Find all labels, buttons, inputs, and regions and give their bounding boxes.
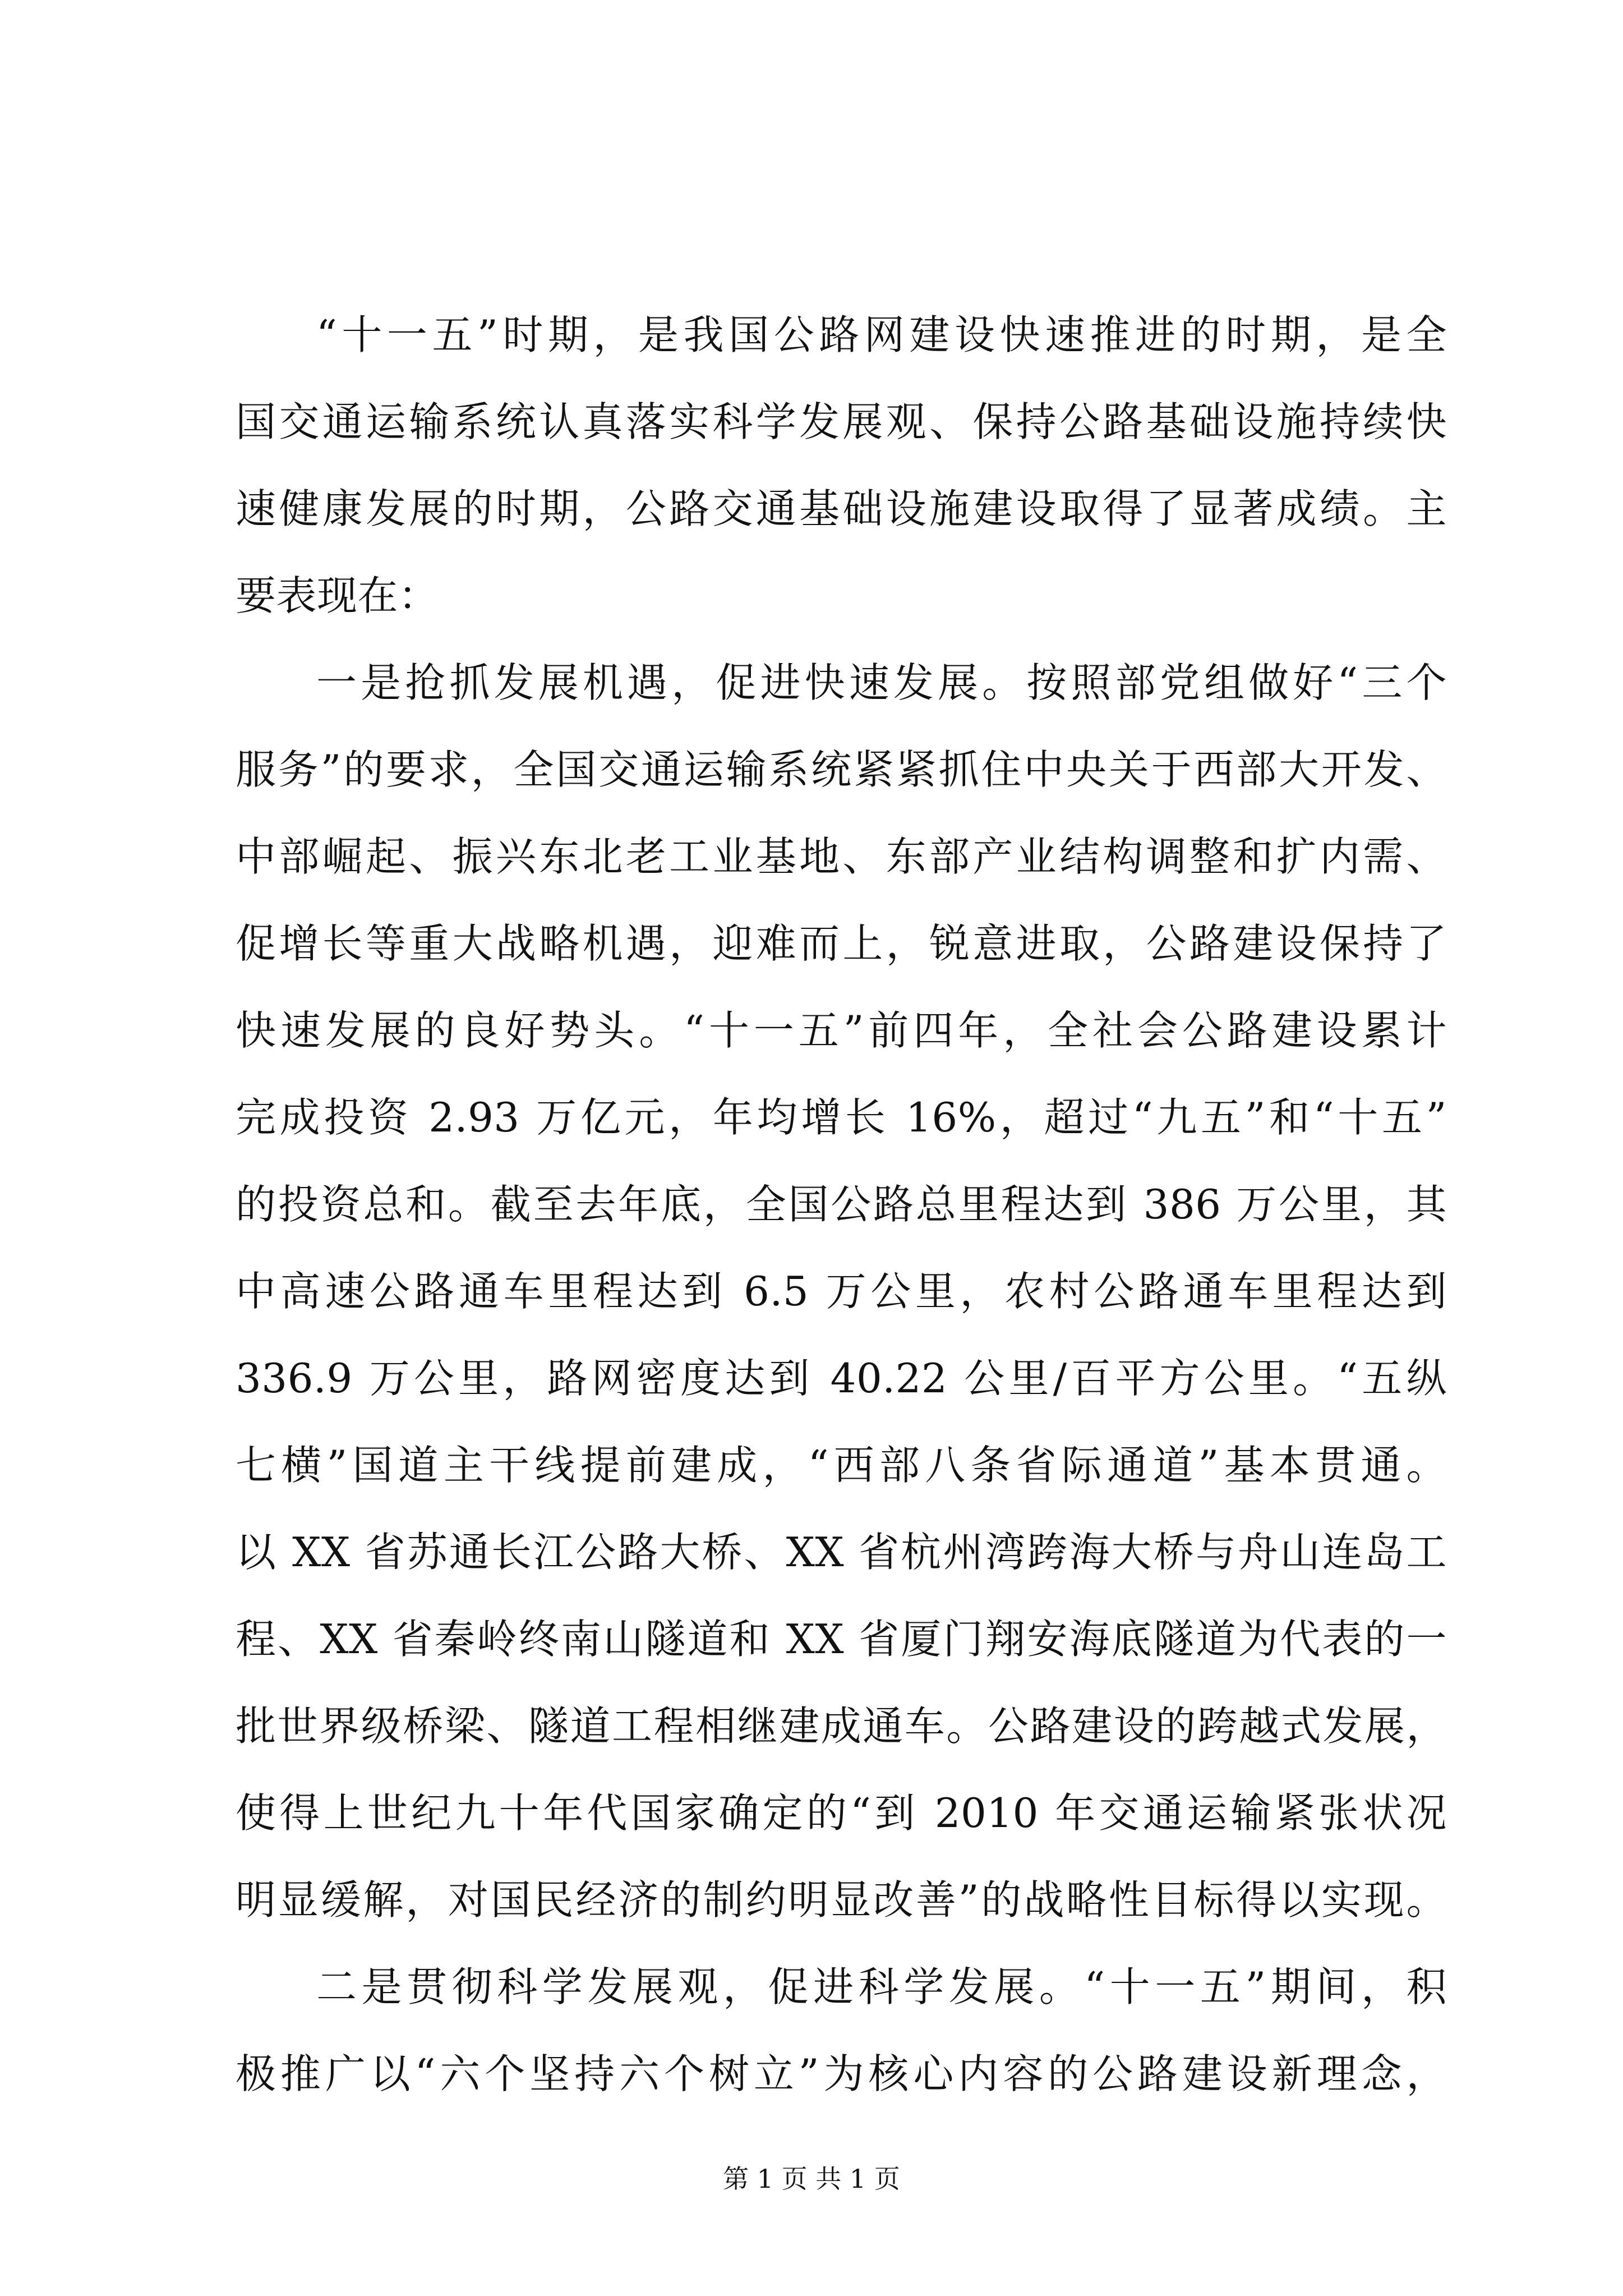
paragraph-2-line-2: 服务”的要求，全国交通运输系统紧紧抓住中央关于西部大开发、 <box>236 746 1447 793</box>
paragraph-2-line-6: 完成投资 2.93 万亿元，年均增长 16%，超过“九五”和“十五” <box>236 1094 1447 1141</box>
paragraph-2-line-8: 中高速公路通车里程达到 6.5 万公里，农村公路通车里程达到 <box>236 1268 1447 1315</box>
paragraph-2-line-4: 促增长等重大战略机遇，迎难而上，锐意进取，公路建设保持了 <box>236 920 1447 967</box>
paragraph-3-line-2: 极推广以“六个坚持六个树立”为核心内容的公路建设新理念， <box>236 2050 1447 2097</box>
paragraph-1-line-4: 要表现在： <box>236 572 439 619</box>
document-body <box>236 292 1447 2118</box>
paragraph-2-line-7: 的投资总和。截至去年底，全国公路总里程达到 386 万公里，其 <box>236 1181 1447 1228</box>
paragraph-2-line-15: 明显缓解，对国民经济的制约明显改善”的战略性目标得以实现。 <box>236 1876 1447 1924</box>
paragraph-2-line-5: 快速发展的良好势头。“十一五”前四年，全社会公路建设累计 <box>236 1007 1447 1054</box>
paragraph-1-line-3: 速健康发展的时期，公路交通基础设施建设取得了显著成绩。主 <box>236 485 1447 532</box>
paragraph-2-line-13: 批世界级桥梁、隧道工程相继建成通车。公路建设的跨越式发展， <box>236 1703 1447 1750</box>
paragraph-2-line-11: 以 XX 省苏通长江公路大桥、XX 省杭州湾跨海大桥与舟山连岛工 <box>236 1529 1447 1576</box>
page-footer: 第 1 页 共 1 页 <box>723 2164 900 2194</box>
paragraph-3-line-1: 二是贯彻科学发展观，促进科学发展。“十一五”期间，积 <box>316 1963 1447 2010</box>
paragraph-2-line-1: 一是抢抓发展机遇，促进快速发展。按照部党组做好“三个 <box>316 659 1447 706</box>
paragraph-1-line-2: 国交通运输系统认真落实科学发展观、保持公路基础设施持续快 <box>236 398 1447 445</box>
paragraph-2-line-14: 使得上世纪九十年代国家确定的“到 2010 年交通运输紧张状况 <box>236 1789 1447 1837</box>
paragraph-1-line-1: “十一五”时期，是我国公路网建设快速推进的时期，是全 <box>316 311 1447 358</box>
paragraph-2-line-10: 七横”国道主干线提前建成，“西部八条省际通道”基本贯通。 <box>236 1442 1447 1489</box>
paragraph-2-line-3: 中部崛起、振兴东北老工业基地、东部产业结构调整和扩内需、 <box>236 833 1447 880</box>
paragraph-2-line-9: 336.9 万公里，路网密度达到 40.22 公里/百平方公里。“五纵 <box>236 1355 1447 1402</box>
paragraph-2-line-12: 程、XX 省秦岭终南山隧道和 XX 省厦门翔安海底隧道为代表的一 <box>236 1616 1447 1663</box>
